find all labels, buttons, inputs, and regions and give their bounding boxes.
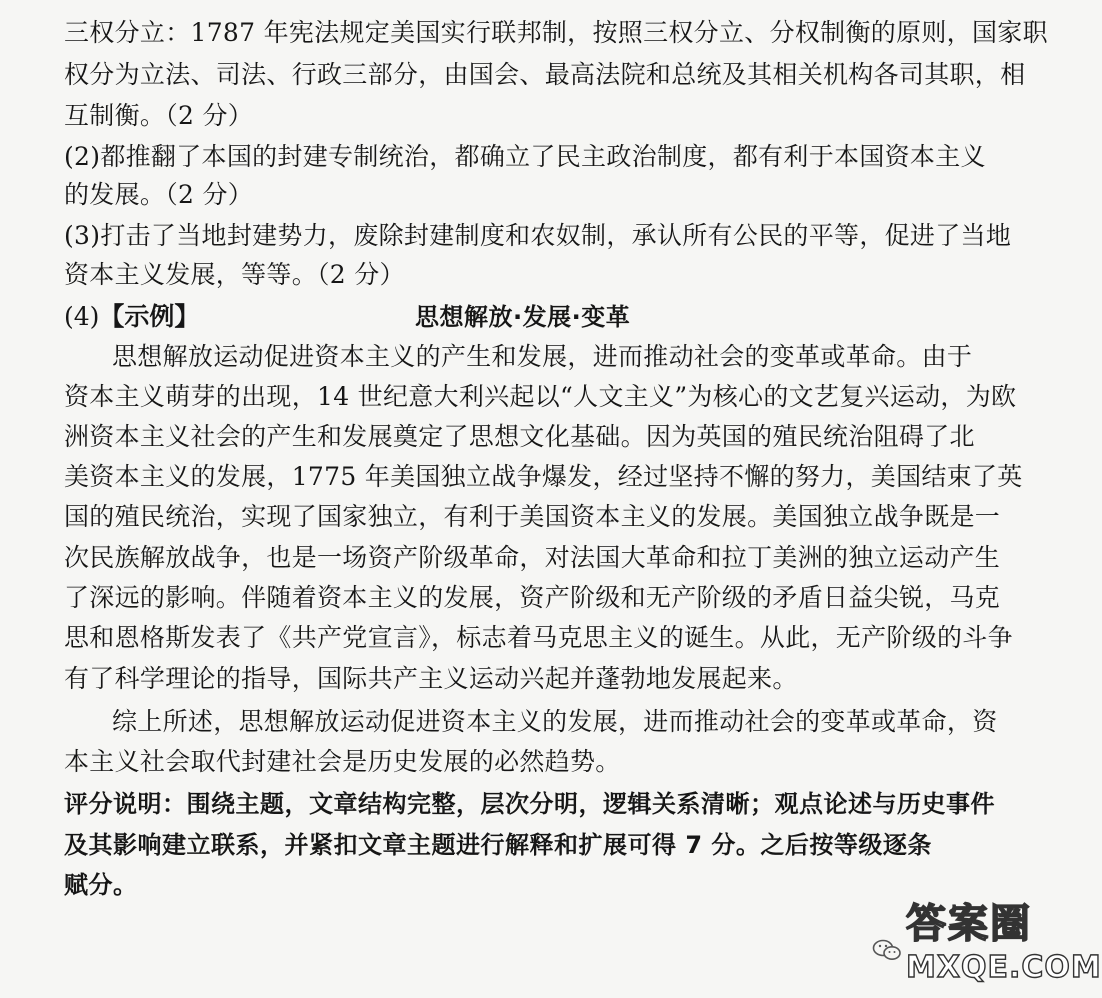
answer-line: (3)打击了当地封建势力，废除封建制度和农奴制，承认所有公民的平等，促进了当地 (64, 221, 1012, 250)
essay-line: 了深远的影响。伴随着资本主义的发展，资产阶级和无产阶级的矛盾日益尖锐，马克 (64, 583, 1001, 612)
example-label (64, 298, 199, 336)
essay-line: 洲资本主义社会的产生和发展奠定了思想文化基础。因为英国的殖民统治阻碍了北 (64, 422, 975, 451)
question-number: (4) (64, 302, 100, 331)
answer-line: 互制衡。（2 分） (64, 101, 254, 130)
conclusion-line: 本主义社会取代封建社会是历史发展的必然趋势。 (64, 747, 621, 776)
scoring-line: 及其影响建立联系，并紧扣文章主题进行解释和扩展可得 7 分。之后按等级逐条 (64, 831, 932, 859)
answer-line: 资本主义发展，等等。（2 分） (64, 260, 405, 289)
scoring-line: 评分说明：围绕主题，文章结构完整，层次分明，逻辑关系清晰；观点论述与历史事件 (64, 790, 995, 818)
essay-line: 思想解放运动促进资本主义的产生和发展，进而推动社会的变革或革命。由于 (112, 342, 973, 371)
essay-line: 美资本主义的发展，1775 年美国独立战争爆发，经过坚持不懈的努力，美国结束了英 (64, 462, 1023, 491)
scoring-line: 赋分。 (64, 871, 138, 899)
watermark-domain: MXQE.COM (906, 950, 1102, 985)
essay-line: 次民族解放战争，也是一场资产阶级革命，对法国大革命和拉丁美洲的独立运动产生 (64, 543, 1001, 572)
watermark-title: 答案圈 (906, 901, 1032, 947)
answer-line: 的发展。（2 分） (64, 180, 254, 209)
answer-line: 三权分立：1787 年宪法规定美国实行联邦制，按照三权分立、分权制衡的原则，国家职 (64, 18, 1048, 47)
essay-line: 国的殖民统治，实现了国家独立，有利于美国资本主义的发展。美国独立战争既是一 (64, 502, 1001, 531)
answer-line: 权分为立法、司法、行政三部分，由国会、最高法院和总统及其相关机构各司其职，相 (64, 60, 1026, 89)
essay-title: 思想解放·发展·变革 (415, 303, 631, 331)
essay-line: 有了科学理论的指导，国际共产主义运动兴起并蓬勃地发展起来。 (64, 664, 798, 693)
conclusion-line: 综上所述，思想解放运动促进资本主义的发展，进而推动社会的变革或革命，资 (112, 707, 998, 736)
example-tag: 【示例】 (99, 302, 200, 331)
essay-line: 资本主义萌芽的出现，14 世纪意大利兴起以“人文主义”为核心的文艺复兴运动，为欧 (64, 382, 1017, 411)
wechat-icon (872, 938, 902, 962)
watermark (866, 900, 1102, 995)
essay-line: 思和恩格斯发表了《共产党宣言》，标志着马克思主义的诞生。从此，无产阶级的斗争 (64, 623, 1013, 652)
answer-line: (2)都推翻了本国的封建专制统治，都确立了民主政治制度，都有利于本国资本主义 (64, 142, 986, 171)
